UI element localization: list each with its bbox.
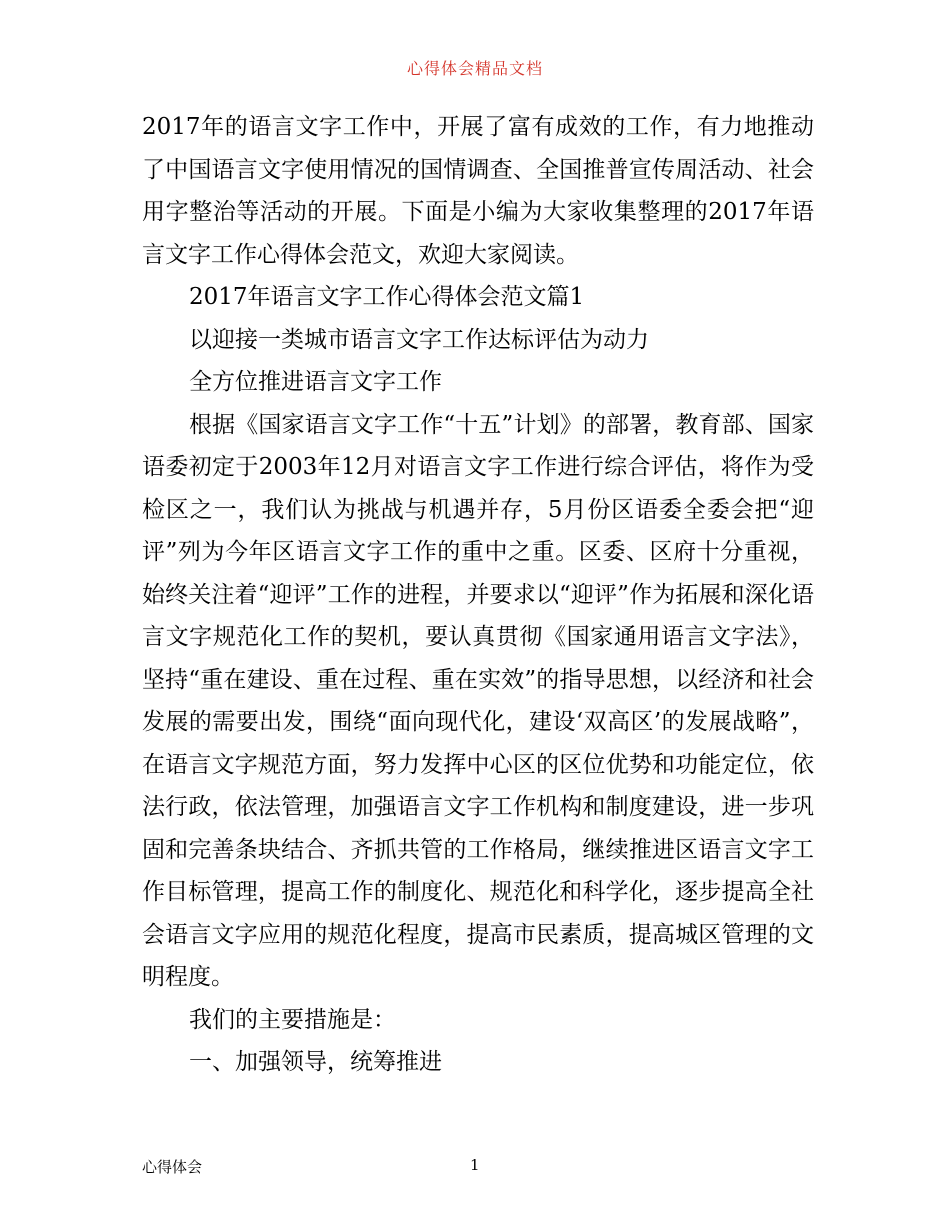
body-paragraph: 根据《国家语言文字工作“十五”计划》的部署，教育部、国家语委初定于2003年12月对语言文字工作进行综合评估，将作为受检区之一，我们认为挑战与机遇并存，5月份区语委全委会把“迎评”列为今年区语言文字工作的重中之重。区委、区府十分重视，始终关注着“迎评”工作的进程，并要求以“迎评”作为拓展和深化语言文字规范化工作的契机，要认真贯彻《国家通用语言文字法》，坚持“重在建设、重在过程、重在实效”的指导思想，以经济和社会发展的需要出发，围绕“面向现代化，建设‘双高区’的发展战略”，在语言文字规范方面，努力发挥中心区的区位优势和功能定位，依法行政，依法管理，加强语言文字工作机构和制度建设，进一步巩固和完善条块结合、齐抓共管的工作格局，继续推进区语言文字工作目标管理，提高工作的制度化、规范化和科学化，逐步提高全社会语言文字应用的规范化程度，提高市民素质，提高城区管理的文明程度。 — [142, 411, 814, 990]
article-heading-line-1: 以迎接一类城市语言文字工作达标评估为动力 — [189, 326, 649, 353]
page-number: 1 — [470, 1156, 480, 1174]
article-heading-line-2: 全方位推进语言文字工作 — [189, 369, 442, 395]
measures-intro: 我们的主要措施是： — [189, 1006, 396, 1033]
footer-label: 心得体会 — [142, 1158, 203, 1176]
document-body — [142, 106, 814, 1084]
intro-paragraph: 2017年的语言文字工作中，开展了富有成效的工作，有力地推动了中国语言文字使用情况的国情调查、全国推普宣传周活动、社会用字整治等活动的开展。下面是小编为大家收集整理的2017年语言文字工作心得体会范文，欢迎大家阅读。 — [142, 114, 814, 268]
page-header-title: 心得体会精品文档 — [406, 59, 543, 78]
measure-heading-1: 一、加强领导，统筹推进 — [189, 1049, 442, 1075]
section-title: 2017年语言文字工作心得体会范文篇1 — [189, 284, 585, 310]
